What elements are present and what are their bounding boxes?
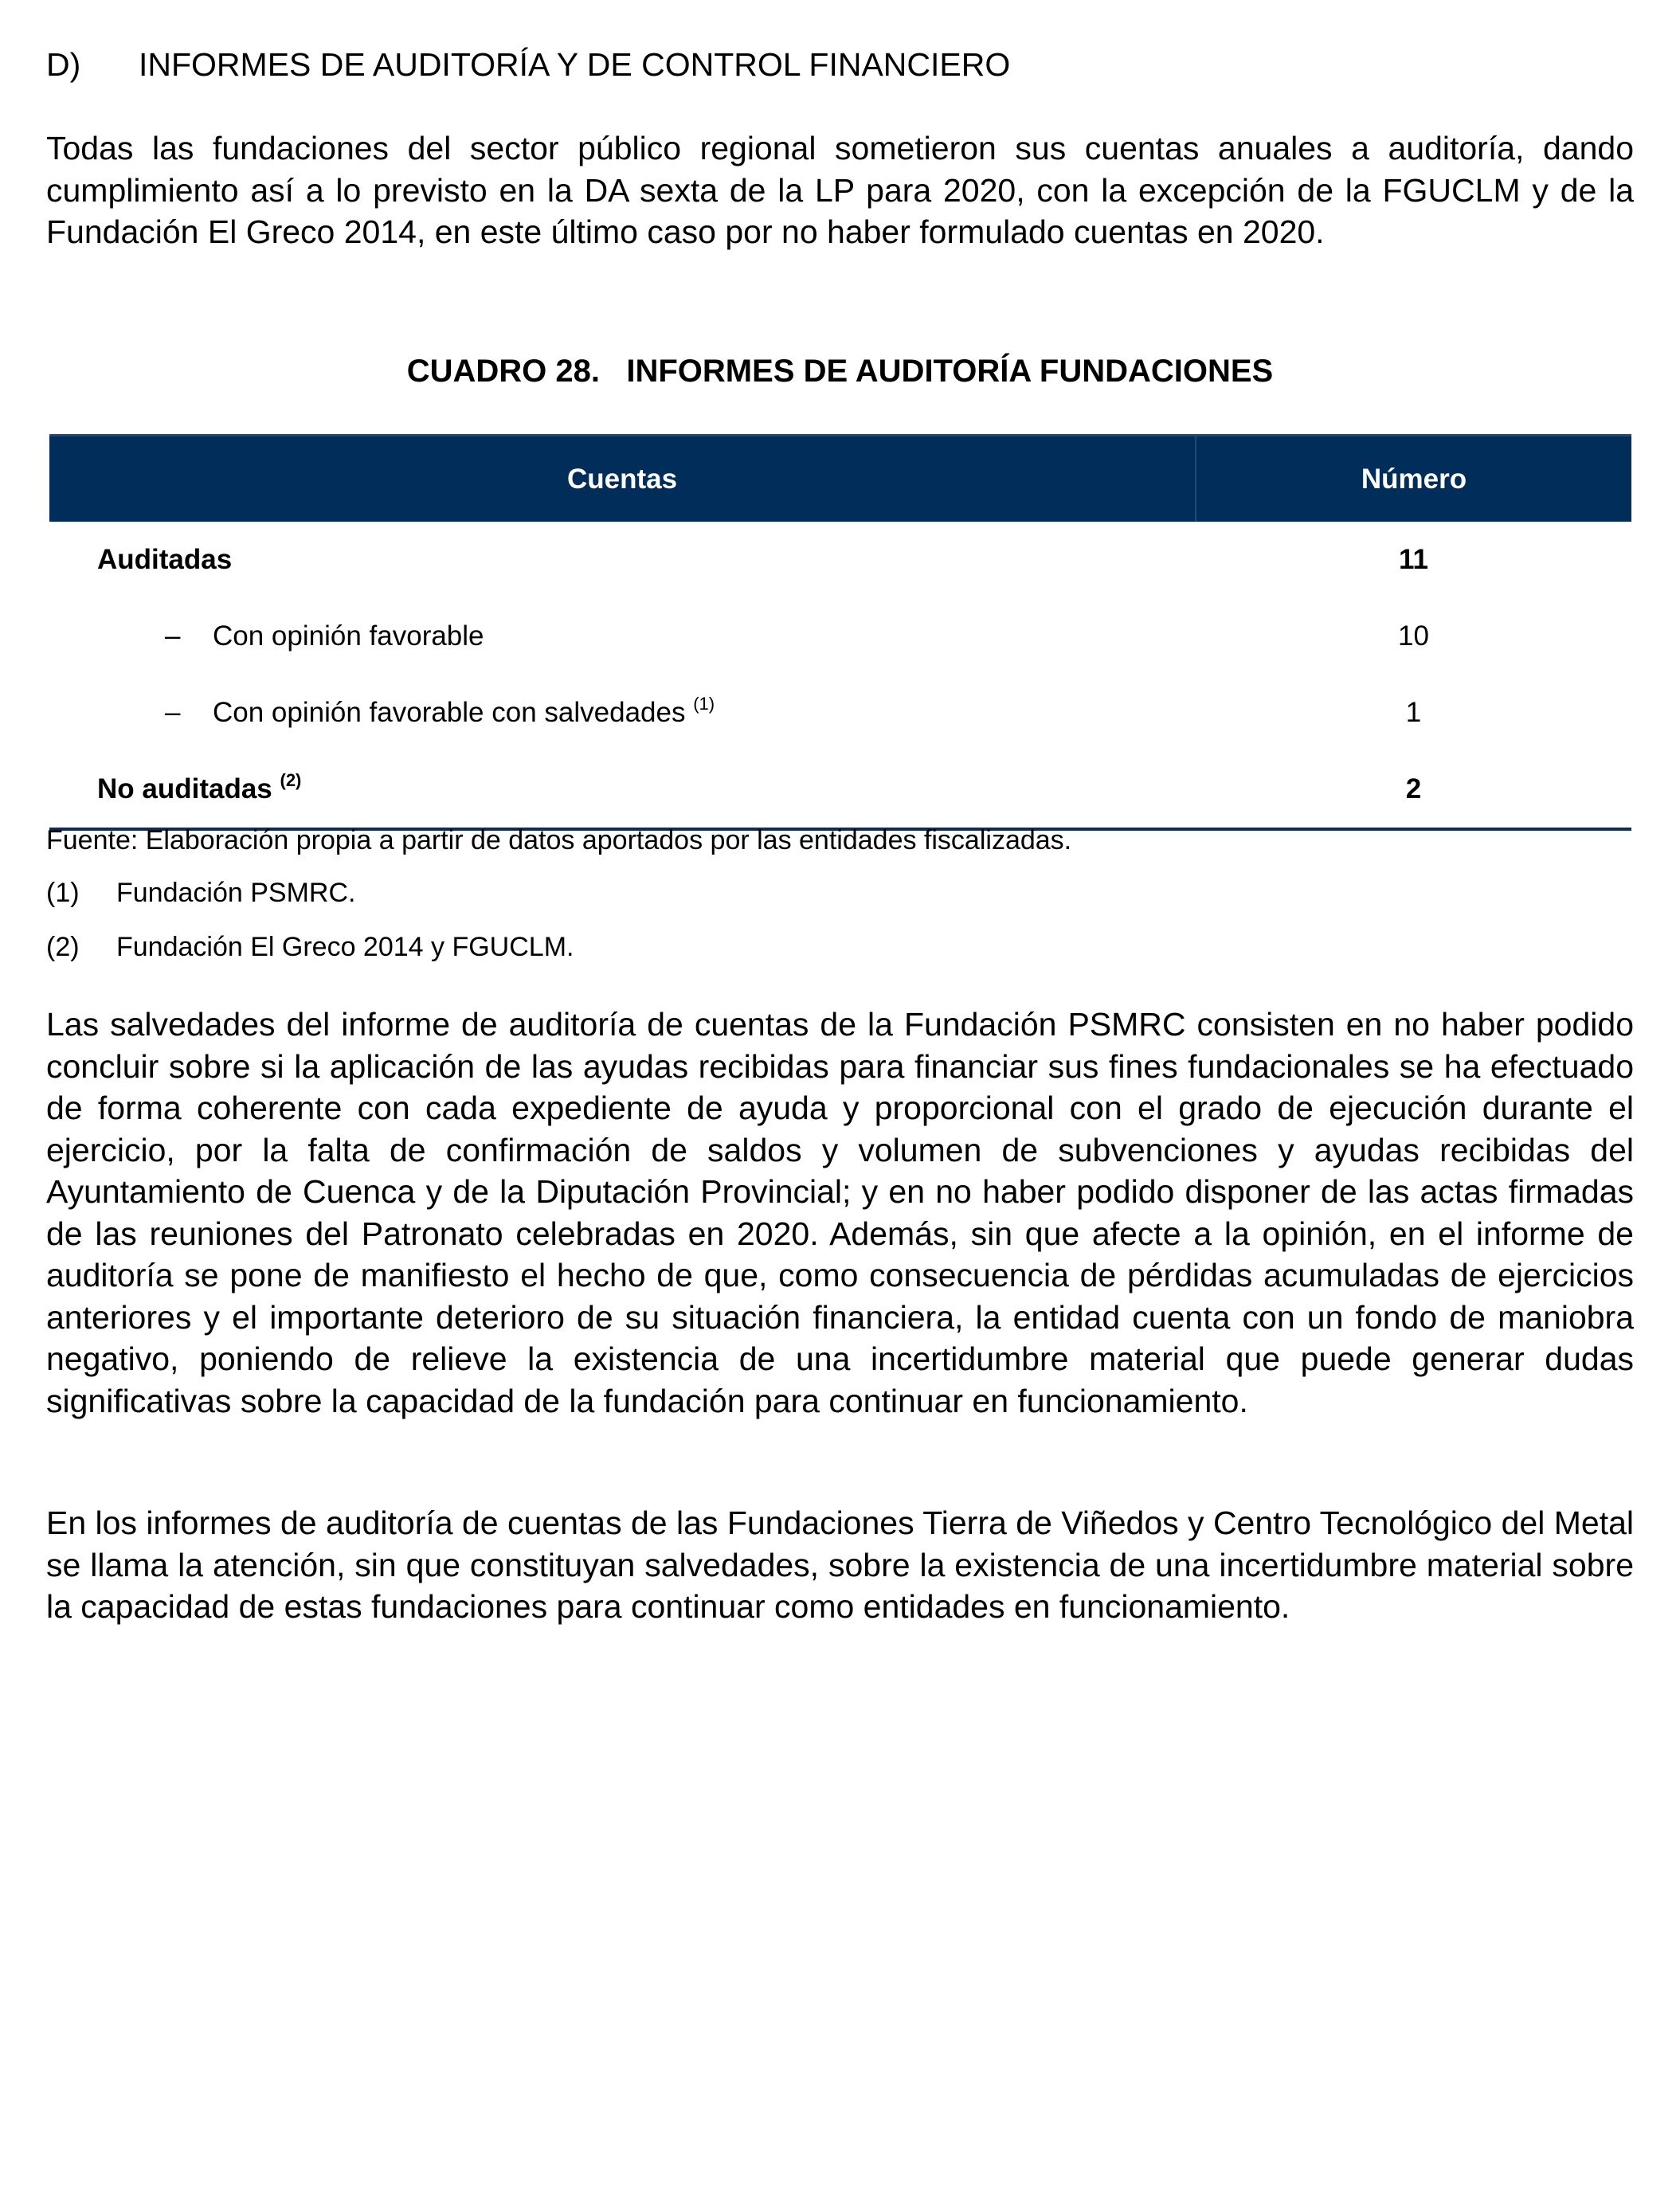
row-value: 2 <box>1196 751 1631 829</box>
column-header-numero: Número <box>1196 436 1631 522</box>
table-row <box>49 598 1631 675</box>
table-caption: CUADRO 28. INFORMES DE AUDITORÍA FUNDACIONES <box>406 354 1274 389</box>
table-row <box>49 675 1631 751</box>
paragraph-intro: Todas las fundaciones del sector público regional sometieron sus cuentas anuales a auditoría, dando cumplimiento así a lo previsto en la DA sexta de la LP para 2020, con la excepción de la FGUCLM y de la Fundación El Greco 2014, en este último caso por no haber formulado cuentas en 2020. <box>46 130 1634 250</box>
footnote-1 <box>46 878 355 909</box>
footnote-ref: (1) <box>693 694 715 714</box>
row-label: Con opinión favorable <box>213 620 484 652</box>
section-number: D) <box>46 46 81 83</box>
row-value: 11 <box>1399 544 1428 575</box>
row-label: Con opinión favorable con salvedades <box>213 697 686 728</box>
row-value: 10 <box>1398 620 1429 652</box>
paragraph-incertidumbre: En los informes de auditoría de cuentas de las Fundaciones Tierra de Viñedos y Centro Tecnológico del Metal se llama la atención, sin que constituyan salvedades, sobre la existencia de una incertidumbre material sobre la capacidad de estas fundaciones para continuar como entidades en funcionamiento. <box>46 1505 1634 1625</box>
dash-bullet: – <box>165 620 181 652</box>
row-value: 1 <box>1405 697 1422 728</box>
table-row <box>49 522 1631 598</box>
audit-table <box>49 434 1631 831</box>
column-header-cuentas: Cuentas <box>49 436 1196 522</box>
table-source: Fuente: Elaboración propia a partir de datos aportados por las entidades fiscalizadas. <box>46 825 1072 855</box>
footnote-ref: (2) <box>280 770 302 790</box>
section-heading <box>46 46 1010 84</box>
footnote-number: (2) <box>46 932 80 962</box>
paragraph-salvedades: Las salvedades del informe de auditoría de cuentas de la Fundación PSMRC consisten en no haber podido concluir sobre si la aplicación de las ayudas recibidas para financiar sus fines fundacionales se ha efectuado de forma coherente con cada expediente de ayuda y proporcional con el grado de ejecución durante el ejercicio, por la falta de confirmación de saldos y volumen de subvenciones y ayudas recibidas del Ayuntamiento de Cuenca y de la Diputación Provincial; y en no haber podido disponer de las actas firmadas de las reuniones del Patronato celebradas en 2020. Además, sin que afecte a la opinión, en el informe de auditoría se pone de manifiesto el hecho de que, como consecuencia de pérdidas acumuladas de ejercicios anteriores y el importante deterioro de su situación financiera, la entidad cuenta con un fondo de maniobra negativo, poniendo de relieve la existencia de una incertidumbre material que puede generar dudas significativas sobre la capacidad de la fundación para continuar en funcionamiento. <box>46 1006 1634 1419</box>
footnote-number: (1) <box>46 878 80 908</box>
table-row <box>49 751 1631 829</box>
row-label: Auditadas <box>97 544 233 575</box>
footnote-2 <box>46 932 574 963</box>
section-title: INFORMES DE AUDITORÍA Y DE CONTROL FINANCIERO <box>139 46 1011 83</box>
dash-bullet: – <box>165 697 181 728</box>
footnote-text: Fundación El Greco 2014 y FGUCLM. <box>116 932 574 962</box>
row-label: No auditadas <box>97 773 272 804</box>
footnote-text: Fundación PSMRC. <box>116 878 356 908</box>
